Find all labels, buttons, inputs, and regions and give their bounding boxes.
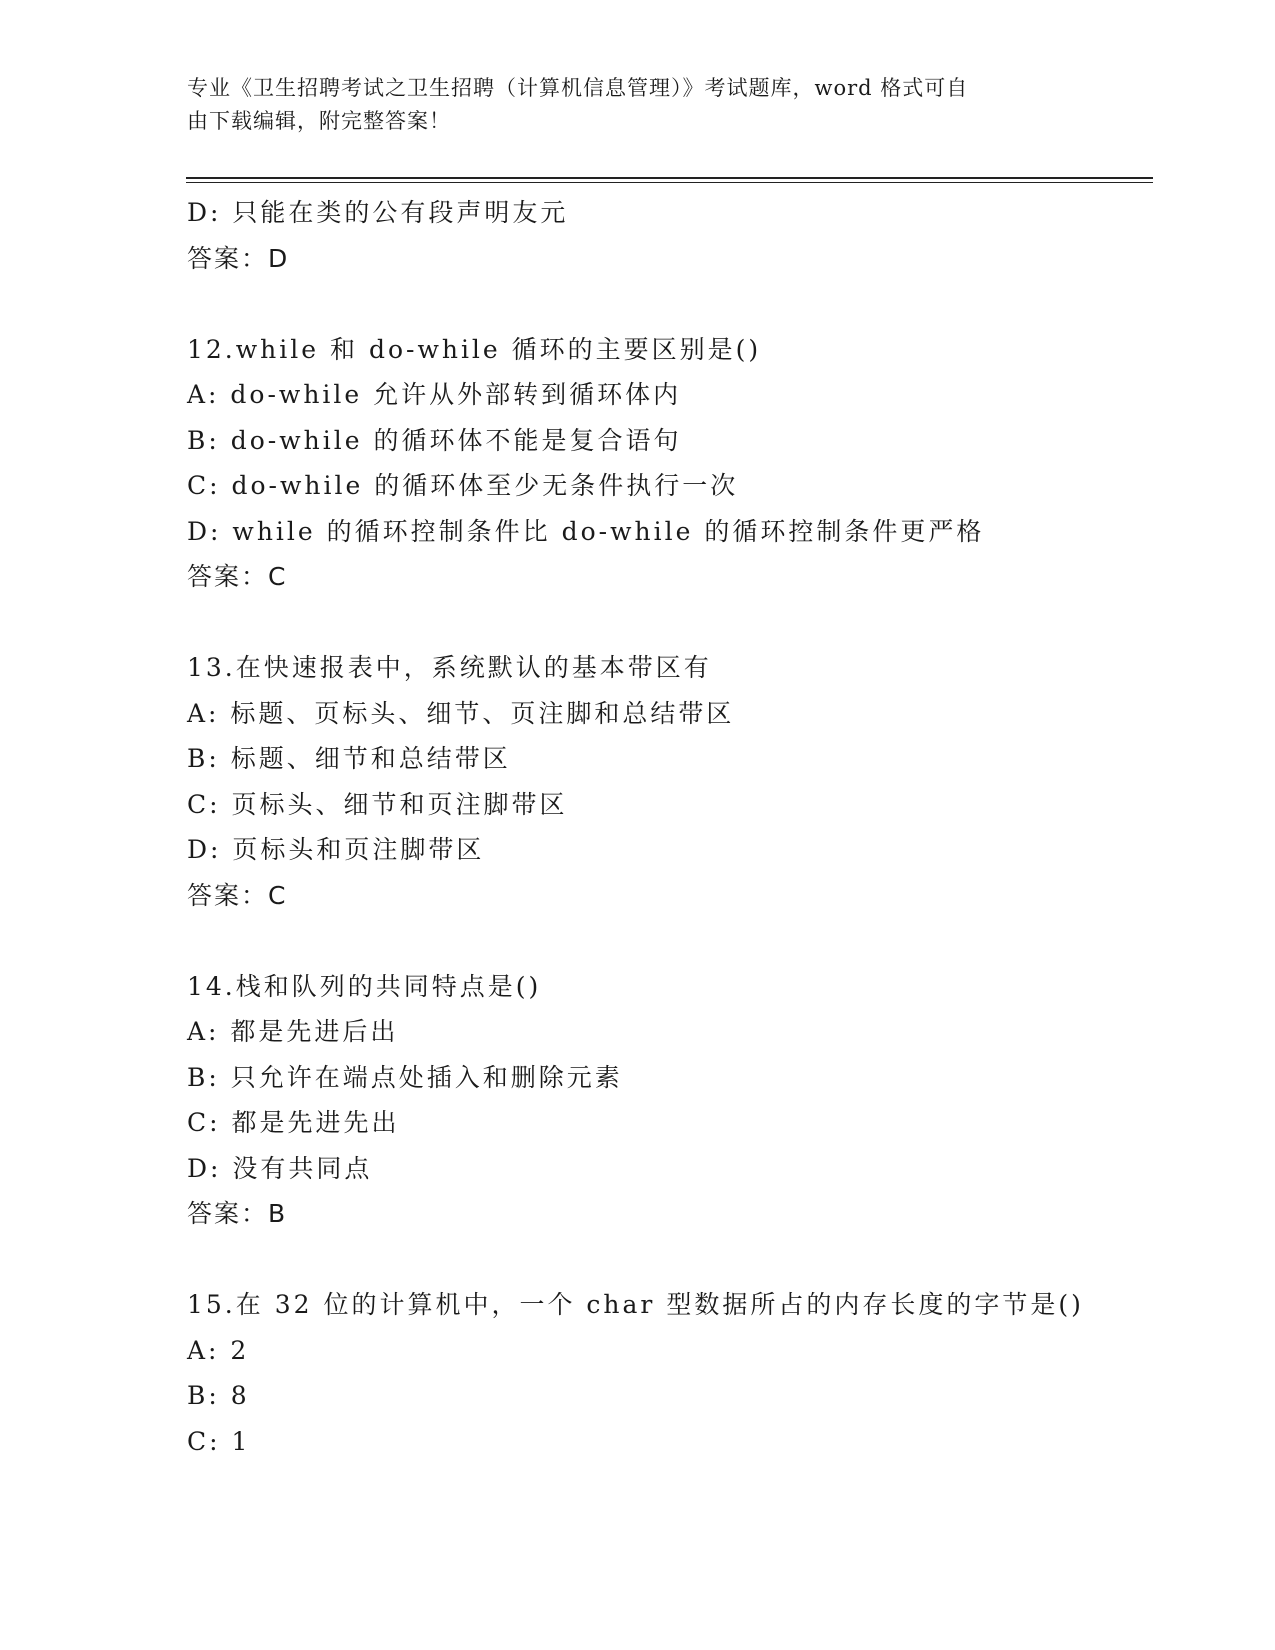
option-d: D: while 的循环控制条件比 do-while 的循环控制条件更严格 <box>187 516 985 546</box>
question-14 <box>187 964 1187 1237</box>
question-13 <box>187 645 1187 918</box>
spacer <box>187 281 1187 327</box>
prev-answer: 答案：D <box>187 243 290 273</box>
header-line-2: 由下载编辑，附完整答案！ <box>187 109 451 133</box>
option-d: D: 页标头和页注脚带区 <box>187 835 485 864</box>
option-c: C: 都是先进先出 <box>187 1108 400 1137</box>
header-divider-thin <box>186 182 1153 183</box>
prev-option-d: D: 只能在类的公有段声明友元 <box>187 198 569 227</box>
option-b: B: 标题、细节和总结带区 <box>187 744 511 773</box>
option-a: A: do-while 允许从外部转到循环体内 <box>187 380 682 409</box>
document-header <box>187 72 1087 138</box>
option-b: B: 8 <box>187 1381 250 1410</box>
option-c: C: 1 <box>187 1426 251 1456</box>
spacer <box>187 918 1187 964</box>
option-c: C: 页标头、细节和页注脚带区 <box>187 789 568 819</box>
question-12 <box>187 327 1187 600</box>
option-a: A: 都是先进后出 <box>187 1017 399 1046</box>
option-a: A: 2 <box>187 1335 250 1365</box>
option-a: A: 标题、页标头、细节、页注脚和总结带区 <box>187 698 735 728</box>
question-stem: 12.while 和 do-while 循环的主要区别是() <box>187 334 762 364</box>
option-c: C: do-while 的循环体至少无条件执行一次 <box>187 471 739 500</box>
question-stem: 14.栈和队列的共同特点是() <box>187 971 542 1001</box>
answer: 答案：C <box>187 562 288 591</box>
question-15 <box>187 1282 1187 1464</box>
header-line-1: 专业《卫生招聘考试之卫生招聘（计算机信息管理）》考试题库，word 格式可自 <box>187 76 969 100</box>
spacer <box>187 1237 1187 1283</box>
answer: 答案：C <box>187 880 288 910</box>
option-d: D: 没有共同点 <box>187 1153 373 1183</box>
header-divider-thick <box>186 177 1153 179</box>
question-stem: 15.在 32 位的计算机中，一个 char 型数据所占的内存长度的字节是() <box>187 1290 1084 1319</box>
question-stem: 13.在快速报表中，系统默认的基本带区有 <box>187 653 712 682</box>
option-b: B: do-while 的循环体不能是复合语句 <box>187 425 682 455</box>
answer: 答案：B <box>187 1199 288 1228</box>
option-b: B: 只允许在端点处插入和删除元素 <box>187 1062 623 1092</box>
question-list <box>187 190 1187 1464</box>
spacer <box>187 600 1187 646</box>
